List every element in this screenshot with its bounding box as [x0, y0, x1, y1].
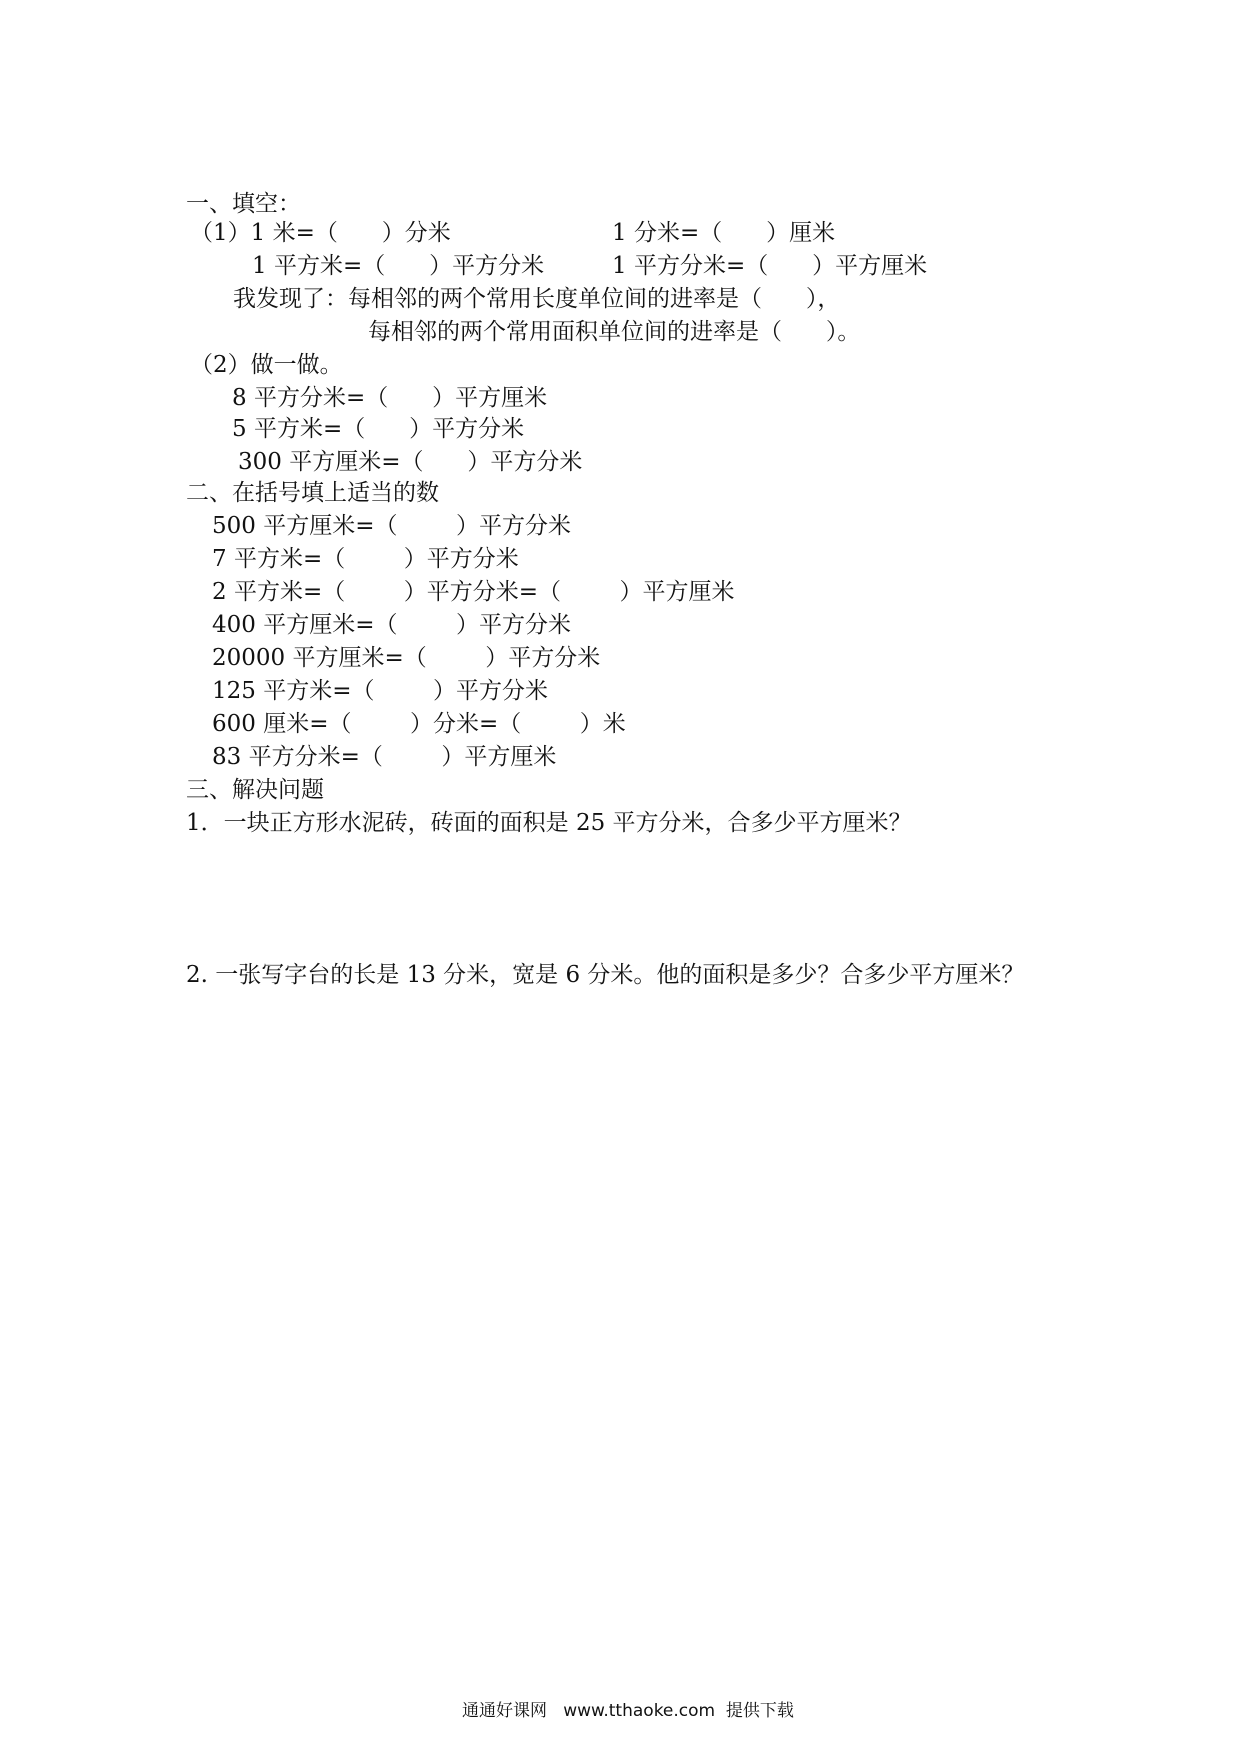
footer-source: 通通好课网 www.tthaoke.com 提供下载	[462, 1701, 794, 1721]
section-2-item: 83 平方分米=（ ）平方厘米	[212, 744, 557, 770]
part-2-item: 8 平方分米=（ ）平方厘米	[232, 385, 548, 411]
question-2: 2. 一张写字台的长是 13 分米，宽是 6 分米。他的面积是多少？合多少平方厘米？	[186, 962, 1025, 988]
section-2-item: 2 平方米=（ ）平方分米=（ ）平方厘米	[212, 579, 735, 605]
part-1-row-2-left: 1 平方米=（ ）平方分米	[252, 253, 545, 279]
question-1: 1．一块正方形水泥砖，砖面的面积是 25 平方分米，合多少平方厘米？	[186, 810, 912, 836]
section-2-item: 400 平方厘米=（ ）平方分米	[212, 612, 571, 638]
section-2-item: 20000 平方厘米=（ ）平方分米	[212, 645, 601, 671]
section-1-heading: 一、填空：	[186, 191, 301, 217]
part-1-row-1-left: （1）1 米=（ ）分米	[190, 220, 451, 246]
section-2-item: 125 平方米=（ ）平方分米	[212, 678, 548, 704]
part-1-row-1-right: 1 分米=（ ）厘米	[612, 220, 836, 246]
section-2-heading: 二、在括号填上适当的数	[186, 480, 439, 506]
section-2-item: 500 平方厘米=（ ）平方分米	[212, 513, 571, 539]
finding-area-units: 每相邻的两个常用面积单位间的进率是（ ）。	[368, 319, 861, 345]
section-3-heading: 三、解决问题	[186, 777, 324, 803]
part-2-item: 5 平方米=（ ）平方分米	[232, 416, 525, 442]
part-2-heading: （2）做一做。	[190, 352, 343, 378]
finding-length-units: 我发现了：每相邻的两个常用长度单位间的进率是（ ），	[233, 286, 841, 312]
part-2-item: 300 平方厘米=（ ）平方分米	[238, 449, 583, 475]
part-1-row-2-right: 1 平方分米=（ ）平方厘米	[612, 253, 928, 279]
section-2-item: 7 平方米=（ ）平方分米	[212, 546, 519, 572]
section-2-item: 600 厘米=（ ）分米=（ ）米	[212, 711, 626, 737]
